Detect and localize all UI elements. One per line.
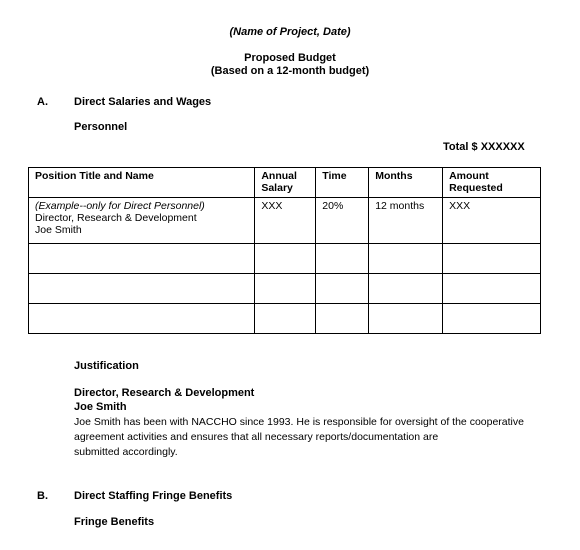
budget-title: Proposed Budget xyxy=(244,52,336,64)
justification-line: Joe Smith has been with NACCHO since 1993. He is responsible for oversight of the cooperative xyxy=(74,416,524,428)
project-line: (Name of Project, Date) xyxy=(229,26,351,38)
justification-role: Director, Research & Development xyxy=(74,387,255,399)
table-row xyxy=(29,274,541,304)
header-months: Months xyxy=(369,168,443,198)
total-amount: Total $ XXXXXX xyxy=(443,141,525,153)
section-a-letter: A. xyxy=(37,96,48,108)
example-name: Joe Smith xyxy=(35,224,82,236)
cell-amount: XXX xyxy=(443,198,541,244)
cell-salary: XXX xyxy=(255,198,316,244)
personnel-subheading: Personnel xyxy=(74,121,128,133)
header-annual-salary: Annual Salary xyxy=(255,168,316,198)
justification-heading: Justification xyxy=(74,360,139,372)
table-row xyxy=(29,244,541,274)
table-row xyxy=(29,304,541,334)
header-time: Time xyxy=(316,168,369,198)
justification-body xyxy=(74,415,544,460)
budget-subtitle: (Based on a 12-month budget) xyxy=(210,65,370,77)
header-position: Position Title and Name xyxy=(29,168,255,198)
justification-line: agreement activities and ensures that all necessary reports/documentation are xyxy=(74,431,439,443)
personnel-budget-table xyxy=(28,167,541,334)
section-b-heading: Direct Staffing Fringe Benefits xyxy=(74,490,233,502)
cell-position xyxy=(29,198,255,244)
example-note: (Example--only for Direct Personnel) xyxy=(35,200,205,212)
example-position: Director, Research & Development xyxy=(35,212,197,224)
cell-months: 12 months xyxy=(369,198,443,244)
section-a-heading: Direct Salaries and Wages xyxy=(74,96,212,108)
header-amount-requested: Amount Requested xyxy=(443,168,541,198)
table-row xyxy=(29,198,541,244)
justification-line: submitted accordingly. xyxy=(74,446,178,458)
cell-time: 20% xyxy=(316,198,369,244)
section-b-letter: B. xyxy=(37,490,48,502)
justification-name: Joe Smith xyxy=(74,401,127,413)
table-header-row xyxy=(29,168,541,198)
fringe-subheading: Fringe Benefits xyxy=(74,516,155,528)
